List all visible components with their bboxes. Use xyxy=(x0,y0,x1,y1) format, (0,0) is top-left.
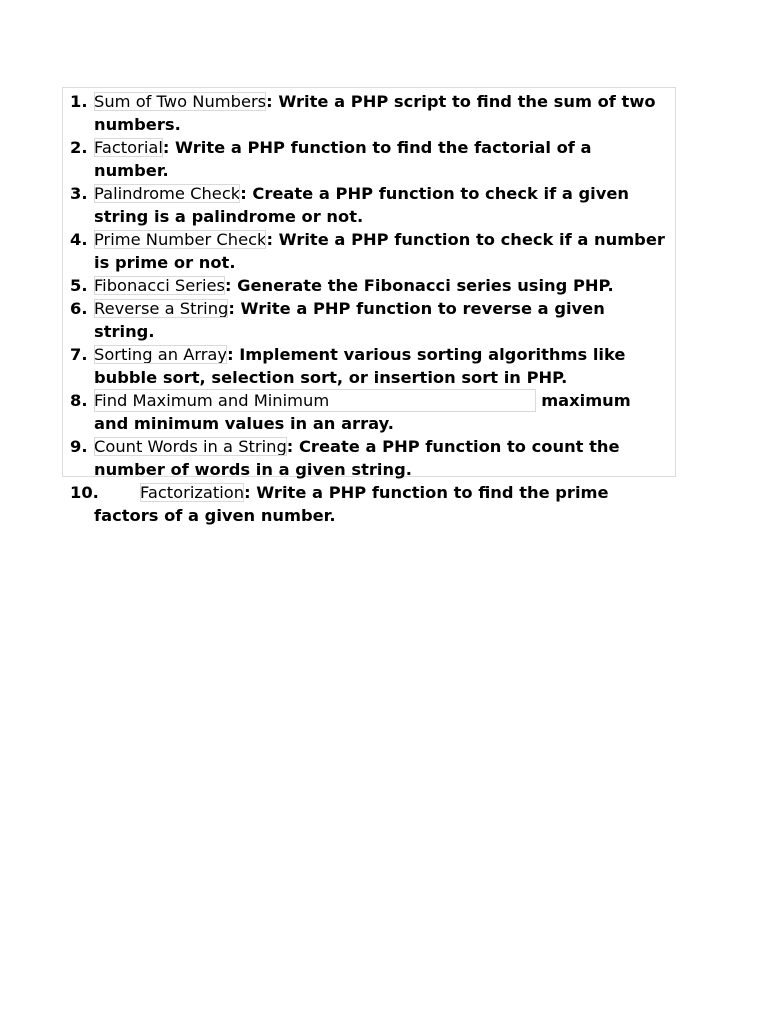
item-topic: Find Maximum and Minimum xyxy=(94,389,536,412)
list-item xyxy=(63,136,675,182)
item-number: 4. xyxy=(70,230,88,249)
item-topic: Sorting an Array xyxy=(94,345,228,364)
list-item xyxy=(63,182,675,228)
list-item xyxy=(63,90,675,136)
list-item xyxy=(63,343,675,389)
item-number: 9. xyxy=(70,437,88,456)
list-item xyxy=(63,389,675,435)
list-item xyxy=(63,228,675,274)
exercise-list xyxy=(62,87,676,525)
item-description: : Create a PHP function to check if a given string is a palindrome or not. xyxy=(94,184,629,226)
item-topic: Factorization xyxy=(140,483,245,502)
item-number: 5. xyxy=(70,276,88,295)
list-item xyxy=(63,435,675,481)
item-number: 7. xyxy=(70,345,88,364)
item-description: : Write a PHP function to find the factorial of a number. xyxy=(94,138,592,180)
item-number: 1. xyxy=(70,92,88,111)
item-topic: Palindrome Check xyxy=(94,184,241,203)
item-topic: Prime Number Check xyxy=(94,230,267,249)
item-topic: Count Words in a String xyxy=(94,437,287,456)
list-item xyxy=(63,481,675,527)
item-description: : Generate the Fibonacci series using PHP. xyxy=(224,276,614,295)
item-number: 2. xyxy=(70,138,88,157)
item-topic: Fibonacci Series xyxy=(94,276,225,295)
item-description: : Write a PHP function to check if a number is prime or not. xyxy=(94,230,665,272)
item-topic: Reverse a String xyxy=(94,299,229,318)
item-number: 3. xyxy=(70,184,88,203)
item-description: maximum and minimum values in an array. xyxy=(94,391,631,433)
item-number: 8. xyxy=(70,391,88,410)
item-topic: Factorial xyxy=(94,138,163,157)
item-description: : Write a PHP function to find the prime factors of a given number. xyxy=(94,483,609,525)
item-description: : Write a PHP function to reverse a given string. xyxy=(94,299,605,341)
item-description: : Write a PHP script to find the sum of two numbers. xyxy=(94,92,656,134)
list-item xyxy=(63,297,675,343)
item-description: : Create a PHP function to count the number of words in a given string. xyxy=(94,437,620,479)
item-description: : Implement various sorting algorithms like bubble sort, selection sort, or insertion sort in PHP. xyxy=(94,345,626,387)
item-number: 10. xyxy=(70,483,99,502)
item-number: 6. xyxy=(70,299,88,318)
list-item xyxy=(63,274,675,297)
item-topic: Sum of Two Numbers xyxy=(94,92,267,111)
